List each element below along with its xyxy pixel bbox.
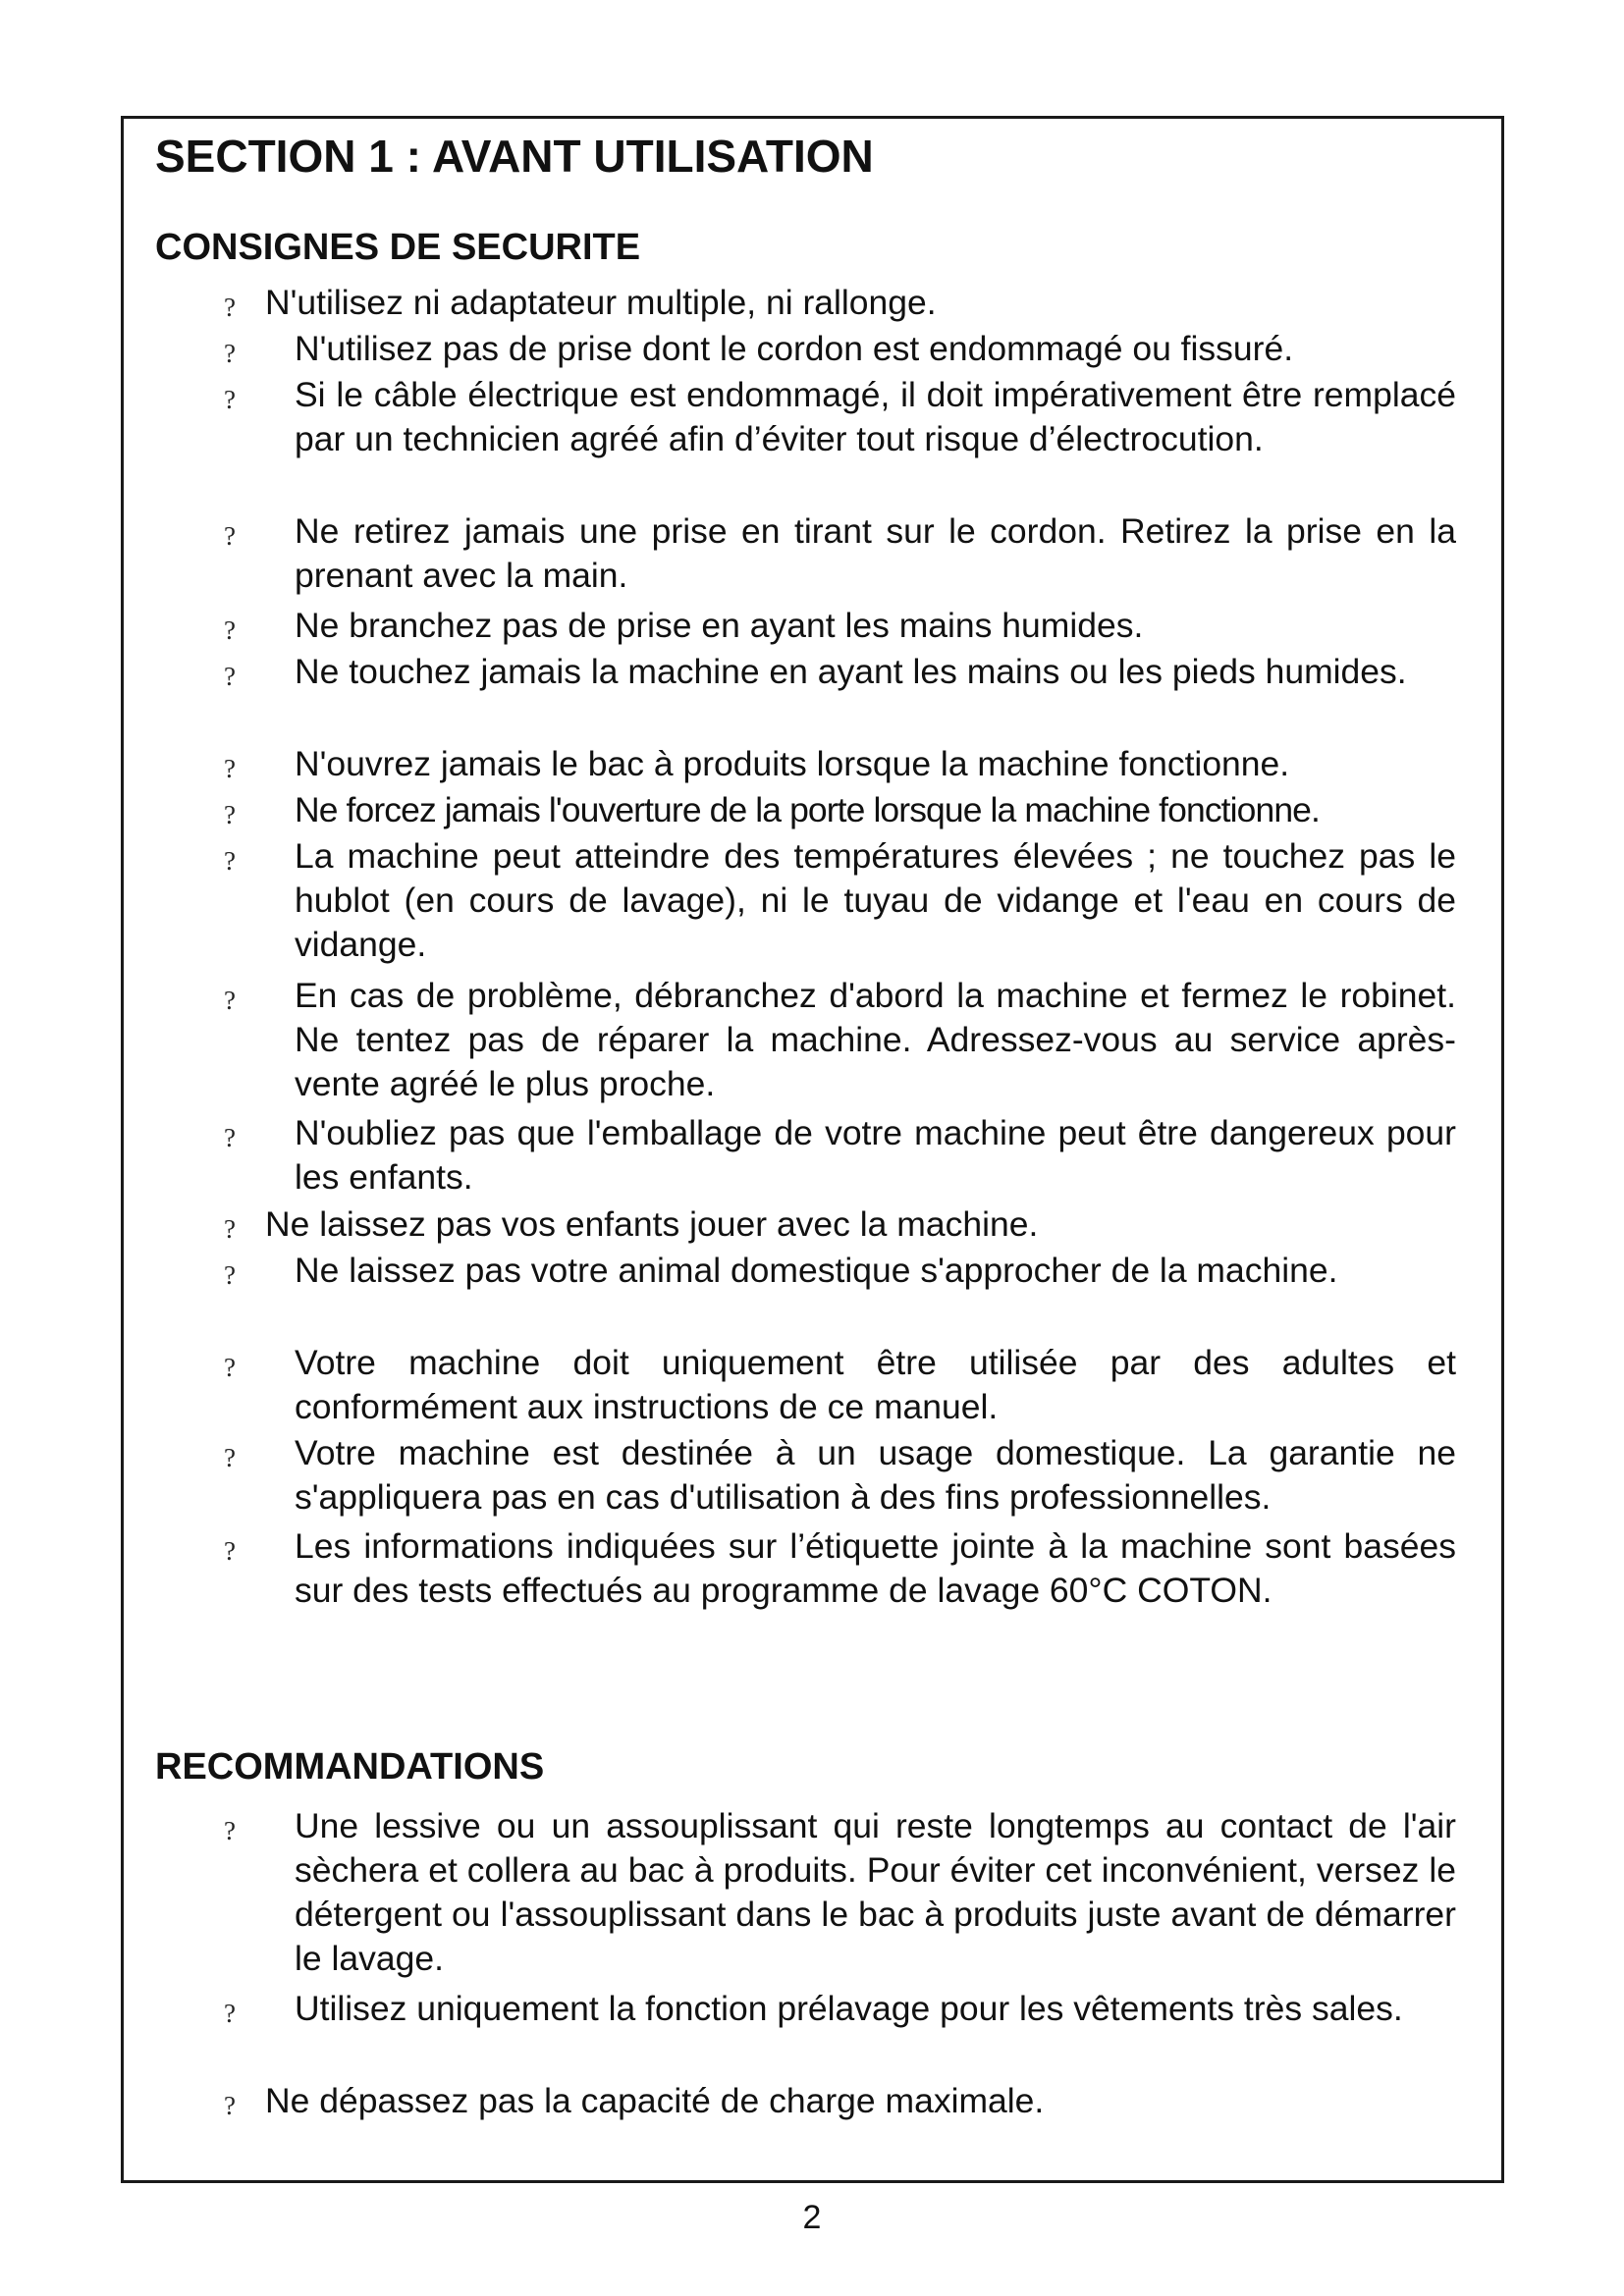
list-item [0, 1202, 1624, 1249]
list-item [0, 1249, 1624, 1341]
list-item [0, 509, 1624, 604]
safety-list [0, 281, 1624, 1663]
list-item [0, 1431, 1624, 1524]
list-item [0, 327, 1624, 373]
list-item [0, 1987, 1624, 2079]
bullet-icon: ? [224, 986, 236, 1015]
list-item-text: N'utilisez pas de prise dont le cordon est endommagé ou fissuré. [295, 329, 1294, 368]
list-item [0, 1524, 1624, 1663]
list-item-text: Les informations indiquées sur l’étiquette jointe à la machine sont basées sur des tests effectués au programme de lavage 60°C COTON. [295, 1526, 1456, 1610]
section-title: SECTION 1 : AVANT UTILISATION [155, 131, 874, 182]
list-item [0, 281, 1624, 327]
recommendations-list [0, 1804, 1624, 2125]
list-item [0, 373, 1624, 509]
list-item [0, 742, 1624, 788]
bullet-icon: ? [224, 754, 236, 783]
bullet-icon: ? [224, 1214, 236, 1244]
list-item-text: Ne laissez pas vos enfants jouer avec la machine. [265, 1204, 1039, 1244]
list-item-text: Ne touchez jamais la machine en ayant les mains ou les pieds humides. [295, 652, 1407, 691]
list-item-text: Ne dépassez pas la capacité de charge maximale. [265, 2081, 1045, 2120]
bullet-icon: ? [224, 1123, 236, 1152]
recommendations-heading: RECOMMANDATIONS [155, 1746, 545, 1788]
list-item-text: En cas de problème, débranchez d'abord la machine et fermez le robinet. Ne tentez pas de réparer la machine. Adressez-vous au service après-vente agréé le plus proche. [295, 976, 1456, 1103]
list-item-text: Votre machine doit uniquement être utilisée par des adultes et conformément aux instructions de ce manuel. [295, 1343, 1456, 1426]
safety-heading: CONSIGNES DE SECURITE [155, 227, 641, 268]
list-item [0, 788, 1624, 834]
bullet-icon: ? [224, 385, 236, 414]
list-item-text: Ne forcez jamais l'ouverture de la porte lorsque la machine fonctionne. [295, 790, 1320, 829]
list-item-text: Ne laissez pas votre animal domestique s'approcher de la machine. [295, 1251, 1338, 1290]
bullet-icon: ? [224, 521, 236, 551]
bullet-icon: ? [224, 1260, 236, 1290]
bullet-icon: ? [224, 1443, 236, 1472]
bullet-icon: ? [224, 293, 236, 322]
list-item [0, 1804, 1624, 1987]
bullet-icon: ? [224, 846, 236, 876]
list-item [0, 604, 1624, 650]
list-item-text: N'ouvrez jamais le bac à produits lorsque la machine fonctionne. [295, 744, 1290, 783]
bullet-icon: ? [224, 2091, 236, 2120]
list-item-text: Votre machine est destinée à un usage domestique. La garantie ne s'appliquera pas en cas d'utilisation à des fins professionnelles. [295, 1433, 1456, 1517]
list-item [0, 834, 1624, 974]
bullet-icon: ? [224, 662, 236, 691]
bullet-icon: ? [224, 615, 236, 645]
bullet-icon: ? [224, 800, 236, 829]
list-item-text: N'utilisez ni adaptateur multiple, ni rallonge. [265, 283, 937, 322]
bullet-icon: ? [224, 1816, 236, 1845]
list-item [0, 1111, 1624, 1202]
list-item [0, 1341, 1624, 1431]
list-item [0, 974, 1624, 1111]
list-item-text: Une lessive ou un assouplissant qui reste longtemps au contact de l'air sèchera et collera au bac à produits. Pour éviter cet inconvénient, versez le détergent ou l'assouplissant dans le bac à produits juste avant de démarrer le lavage. [295, 1806, 1456, 1978]
list-item-text: Ne retirez jamais une prise en tirant sur le cordon. Retirez la prise en la prenant avec la main. [295, 511, 1456, 595]
list-item-text: Si le câble électrique est endommagé, il doit impérativement être remplacé par un technicien agréé afin d’éviter tout risque d’électrocution. [295, 375, 1456, 458]
list-item-text: N'oubliez pas que l'emballage de votre machine peut être dangereux pour les enfants. [295, 1113, 1456, 1197]
list-item-text: Utilisez uniquement la fonction prélavage pour les vêtements très sales. [295, 1989, 1403, 2028]
list-item [0, 650, 1624, 742]
bullet-icon: ? [224, 339, 236, 368]
bullet-icon: ? [224, 1999, 236, 2028]
list-item-text: La machine peut atteindre des températures élevées ; ne touchez pas le hublot (en cours de lavage), ni le tuyau de vidange et l'eau en cours de vidange. [295, 836, 1456, 964]
page-number: 2 [802, 2199, 822, 2236]
list-item-text: Ne branchez pas de prise en ayant les mains humides. [295, 606, 1144, 645]
bullet-icon: ? [224, 1353, 236, 1382]
list-item [0, 2079, 1624, 2125]
bullet-icon: ? [224, 1536, 236, 1566]
